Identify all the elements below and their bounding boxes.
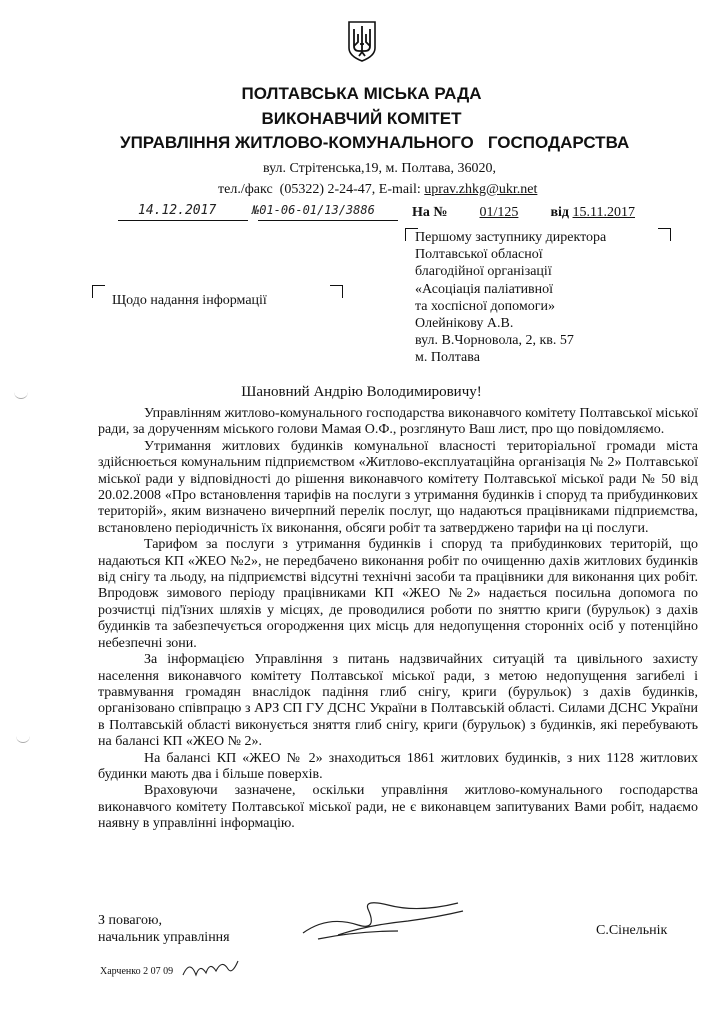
executor-info: Харченко 2 07 09 bbox=[100, 966, 174, 977]
body-paragraph: На балансі КП «ЖЕО № 2» знаходиться 1861 житлових будинків, з них 1128 житлових будинки мають два і більше поверхів. bbox=[98, 750, 698, 782]
department-name: УПРАВЛІННЯ ЖИТЛОВО-КОМУНАЛЬНОГО ГОСПОДАРСТВА bbox=[120, 133, 630, 152]
recipient-block bbox=[415, 229, 606, 367]
no-value: 01/125 bbox=[479, 205, 519, 220]
closing-regards: З повагою, bbox=[98, 913, 162, 928]
salutation: Шановний Андрію Володимировичу! bbox=[241, 384, 482, 400]
body-paragraph: Утримання житлових будинків комунальної власності територіальної громади міста здійснюється комунальним підприємством «Житлово-експлуатаційна організація № 2» Полтавської міської ради у відповідності до рішення виконавчого комітету Полтавської міської ради № 50 від 20.02.2008 «Про встановлення тарифів на послуги з утримання будинків і споруд та прибудинкових територій», яким визначено вичерпний перелік послуг, що надаються працівниками підприємства, встановлено періодичність їх виконання, обсяги робіт та затверджено тарифи на ці послуги. bbox=[98, 438, 698, 536]
handwritten-underline-date bbox=[118, 220, 248, 221]
recipient-line: Першому заступнику директора bbox=[415, 230, 607, 245]
recipient-line: Олейнікову А.В. bbox=[415, 316, 514, 332]
recipient-line: «Асоціація паліативної bbox=[415, 281, 554, 297]
handwritten-underline-number bbox=[258, 220, 398, 221]
body-paragraph: Тарифом за послуги з утримання будинків і споруд та прибудинкових територій, що надаються КП «ЖЕО №2», не передбачено виконання робіт по очищенню дахів житлових будинків від снігу та льоду, на підприємстві відсутні технічні засоби та працівники для виконання цих робіт. Впродовж зимового періоду працівниками КП «ЖЕО №2» надається посильна допомога по розчистці під'їзних шляхів у місцях, де проводилися роботи по зняттю криги (бурульок) з дахів будинків та забезпечується огородження цих місць для недопущення сторонніх осіб у потенційно небезпечні зони. bbox=[98, 537, 698, 651]
handwritten-date: 14.12.2017 bbox=[138, 203, 217, 218]
no-label: На № bbox=[412, 205, 448, 220]
recipient-line: благодійної організації bbox=[415, 264, 552, 280]
coat-of-arms-icon bbox=[347, 20, 377, 62]
contacts-text: тел./факс (05322) 2-24-47, E-mail: bbox=[218, 182, 425, 197]
executor-signature-icon bbox=[180, 955, 240, 981]
email-link[interactable]: uprav.zhkg@ukr.net bbox=[424, 182, 538, 197]
body-paragraph: Враховуючи зазначене, оскільки управління житлово-комунального господарства виконавчого комітету Полтавської міської ради, не є виконавцем запитуваних Вами робіт, надаємо наявну в управлінні інформацію. bbox=[98, 783, 698, 832]
closing-position: начальник управління bbox=[98, 930, 230, 945]
handwritten-number: №01-06-01/13/3886 bbox=[252, 203, 375, 217]
letter-body bbox=[98, 406, 698, 833]
from-value: 15.11.2017 bbox=[572, 205, 635, 220]
subject-bracket-left bbox=[92, 285, 105, 298]
recipient-bracket-right bbox=[658, 228, 671, 241]
council-name: ПОЛТАВСЬКА МІСЬКА РАДА bbox=[241, 84, 482, 103]
committee-name: ВИКОНАВЧИЙ КОМІТЕТ bbox=[261, 109, 462, 128]
contacts bbox=[218, 181, 537, 198]
punch-mark bbox=[16, 736, 30, 743]
from-label: від bbox=[550, 205, 570, 220]
recipient-line: та хоспісної допомоги» bbox=[415, 298, 555, 314]
recipient-line: вул. В.Чорновола, 2, кв. 57 bbox=[415, 333, 574, 349]
body-paragraph: Управлінням житлово-комунального господарства виконавчого комітету Полтавської міської ради, за дорученням міського голови Мамая О.Ф., розглянуто Ваш лист, про що повідомляємо. bbox=[98, 406, 698, 438]
subject: Щодо надання інформації bbox=[112, 293, 267, 308]
body-paragraph: За інформацією Управління з питань надзвичайних ситуацій та цивільного захисту населення виконавчого комітету Полтавської міської ради, з метою недопущення загибелі і травмування громадян внаслідок падіння глиб снігу, криги (бурульок) з дахів будинків, організовано співпрацю з АРЗ СП ГУ ДСНС України в Полтавській області. Силами ДСНС України в Полтавській області виконується зняття глиб снігу, криги (бурульок) з будинків, які перебувають на балансі КП «ЖЕО № 2». bbox=[98, 652, 698, 750]
recipient-line: м. Полтава bbox=[415, 350, 480, 366]
reference-line bbox=[412, 204, 635, 221]
subject-bracket-right bbox=[330, 285, 343, 298]
recipient-line: Полтавської обласної bbox=[415, 247, 543, 263]
signatory-name: С.Сінельнік bbox=[596, 923, 668, 938]
signature-icon bbox=[298, 895, 468, 945]
address: вул. Стрітенська,19, м. Полтава, 36020, bbox=[263, 161, 496, 176]
